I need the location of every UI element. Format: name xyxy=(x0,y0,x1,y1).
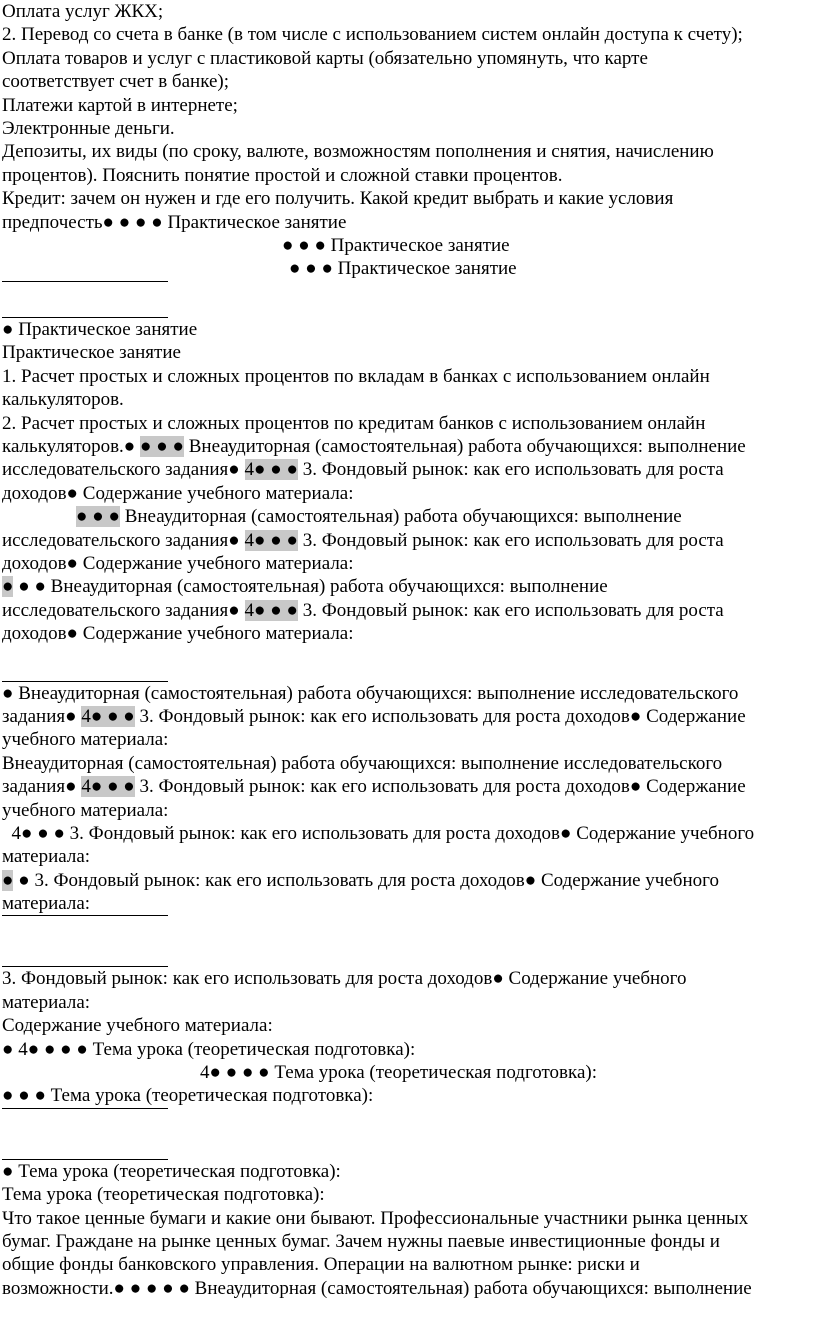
text-span: задания● xyxy=(2,705,77,727)
text-span: калькуляторов.● xyxy=(2,436,136,458)
text-line: ● Внеаудиторная (самостоятельная) работа обучающихся: выполнение исследовательского xyxy=(2,682,739,704)
highlighted-number: 4● ● ● xyxy=(244,459,298,481)
highlighted-bullets: ● xyxy=(2,576,14,598)
text-line: Оплата товаров и услуг с пластиковой карты (обязательно упомянуть, что карте xyxy=(2,47,648,69)
text-line: предпочесть● ● ● ● Практическое занятие xyxy=(2,211,347,233)
text-line: Внеаудиторная (самостоятельная) работа обучающихся: выполнение исследовательского xyxy=(2,752,723,774)
text-line: Депозиты, их виды (по сроку, валюте, возможностям пополнения и снятия, начислению xyxy=(2,141,714,163)
highlighted-bullets: ● ● ● xyxy=(140,436,184,458)
text-span: 3. Фондовый рынок: как его использовать для роста доходов● Содержание xyxy=(134,705,746,727)
text-span: исследовательского задания● xyxy=(2,459,240,481)
text-line: учебного материала: xyxy=(2,799,169,821)
text-line: Тема урока (теоретическая подготовка): xyxy=(2,1184,325,1206)
text-line xyxy=(2,705,816,728)
text-line: 1. Расчет простых и сложных процентов по вкладам в банках с использованием онлайн xyxy=(2,365,710,387)
text-line: ● ● ● Практическое занятие xyxy=(289,258,517,280)
highlighted-number: 4● ● ● xyxy=(244,599,298,621)
highlighted-number: 4● ● ● xyxy=(244,529,298,551)
spacer xyxy=(2,305,816,317)
highlighted-number: 4● ● ● xyxy=(81,705,135,727)
text-line: возможности.● ● ● ● ● Внеаудиторная (самостоятельная) работа обучающихся: выполнение xyxy=(2,1277,752,1299)
text-line: Практическое занятие xyxy=(2,342,181,364)
text-span: ● ● Внеаудиторная (самостоятельная) работа обучающихся: выполнение xyxy=(13,576,608,598)
spacer xyxy=(2,282,816,305)
text-line xyxy=(2,505,816,528)
text-line: Содержание учебного материала: xyxy=(2,1015,273,1037)
text-line: 4● ● ● 3. Фондовый рынок: как его использовать для роста доходов● Содержание учебного xyxy=(2,822,755,844)
text-span: 3. Фондовый рынок: как его использовать для роста доходов● Содержание xyxy=(134,776,746,798)
text-line: материала: xyxy=(2,991,91,1013)
text-line: Платежи картой в интернете; xyxy=(2,94,238,116)
text-line xyxy=(2,775,816,798)
text-line: процентов). Пояснить понятие простой и сложной ставки процентов. xyxy=(2,164,563,186)
text-line: материала: xyxy=(2,846,91,868)
text-span: Внеаудиторная (самостоятельная) работа обучающихся: выполнение xyxy=(183,436,746,458)
text-line: бумаг. Граждане на рынке ценных бумаг. Зачем нужны паевые инвестиционные фонды и xyxy=(2,1230,720,1252)
highlighted-bullets: ● ● ● xyxy=(76,506,120,528)
text-line: ● ● ● Практическое занятие xyxy=(282,234,510,256)
text-line: Оплата услуг ЖКХ; xyxy=(2,1,164,22)
text-line xyxy=(2,599,816,622)
text-line: 4● ● ● ● Тема урока (теоретическая подготовка): xyxy=(200,1062,598,1084)
text-line: калькуляторов. xyxy=(2,389,124,411)
text-line: Что такое ценные бумаги и какие они бывают. Профессиональные участники рынка ценных xyxy=(2,1207,749,1229)
text-line: 2. Расчет простых и сложных процентов по кредитам банков с использованием онлайн xyxy=(2,412,706,434)
text-span: 3. Фондовый рынок: как его использовать для роста xyxy=(297,529,724,551)
text-line xyxy=(2,435,816,458)
spacer xyxy=(2,646,816,681)
highlighted-bullets: ● xyxy=(2,869,14,891)
spacer xyxy=(2,916,816,966)
text-line: ● 4● ● ● ● Тема урока (теоретическая подготовка): xyxy=(2,1038,416,1060)
text-line xyxy=(2,869,816,892)
text-span: Внеаудиторная (самостоятельная) работа обучающихся: выполнение xyxy=(119,506,682,528)
text-line xyxy=(2,458,816,481)
text-span: ● 3. Фондовый рынок: как его использовать для роста доходов● Содержание учебного xyxy=(13,869,719,891)
text-span: задания● xyxy=(2,776,77,798)
text-line: ● Тема урока (теоретическая подготовка): xyxy=(2,1160,341,1182)
text-line: учебного материала: xyxy=(2,729,169,751)
text-span: исследовательского задания● xyxy=(2,529,240,551)
text-line xyxy=(2,529,816,552)
text-line: материала: xyxy=(2,893,91,915)
text-line: ● Практическое занятие xyxy=(2,319,198,341)
text-line: доходов● Содержание учебного материала: xyxy=(2,623,354,645)
spacer xyxy=(2,1109,816,1159)
text-line: ● ● ● Тема урока (теоретическая подготовка): xyxy=(2,1085,374,1107)
text-span: 3. Фондовый рынок: как его использовать для роста xyxy=(297,599,724,621)
text-line: Кредит: зачем он нужен и где его получить. Какой кредит выбрать и какие условия xyxy=(2,188,674,210)
text-line: доходов● Содержание учебного материала: xyxy=(2,552,354,574)
text-line: 3. Фондовый рынок: как его использовать для роста доходов● Содержание учебного xyxy=(2,968,687,990)
text-line xyxy=(2,575,816,598)
text-line: 2. Перевод со счета в банке (в том числе с использованием систем онлайн доступа к счету); xyxy=(2,24,743,46)
text-line: общие фонды банковского управления. Операции на валютном рынке: риски и xyxy=(2,1254,640,1276)
text-line: Электронные деньги. xyxy=(2,117,175,139)
text-span: исследовательского задания● xyxy=(2,599,240,621)
text-line: соответствует счет в банке); xyxy=(2,71,229,93)
text-span: 3. Фондовый рынок: как его использовать для роста xyxy=(297,459,724,481)
highlighted-number: 4● ● ● xyxy=(81,776,135,798)
text-line: доходов● Содержание учебного материала: xyxy=(2,482,354,504)
